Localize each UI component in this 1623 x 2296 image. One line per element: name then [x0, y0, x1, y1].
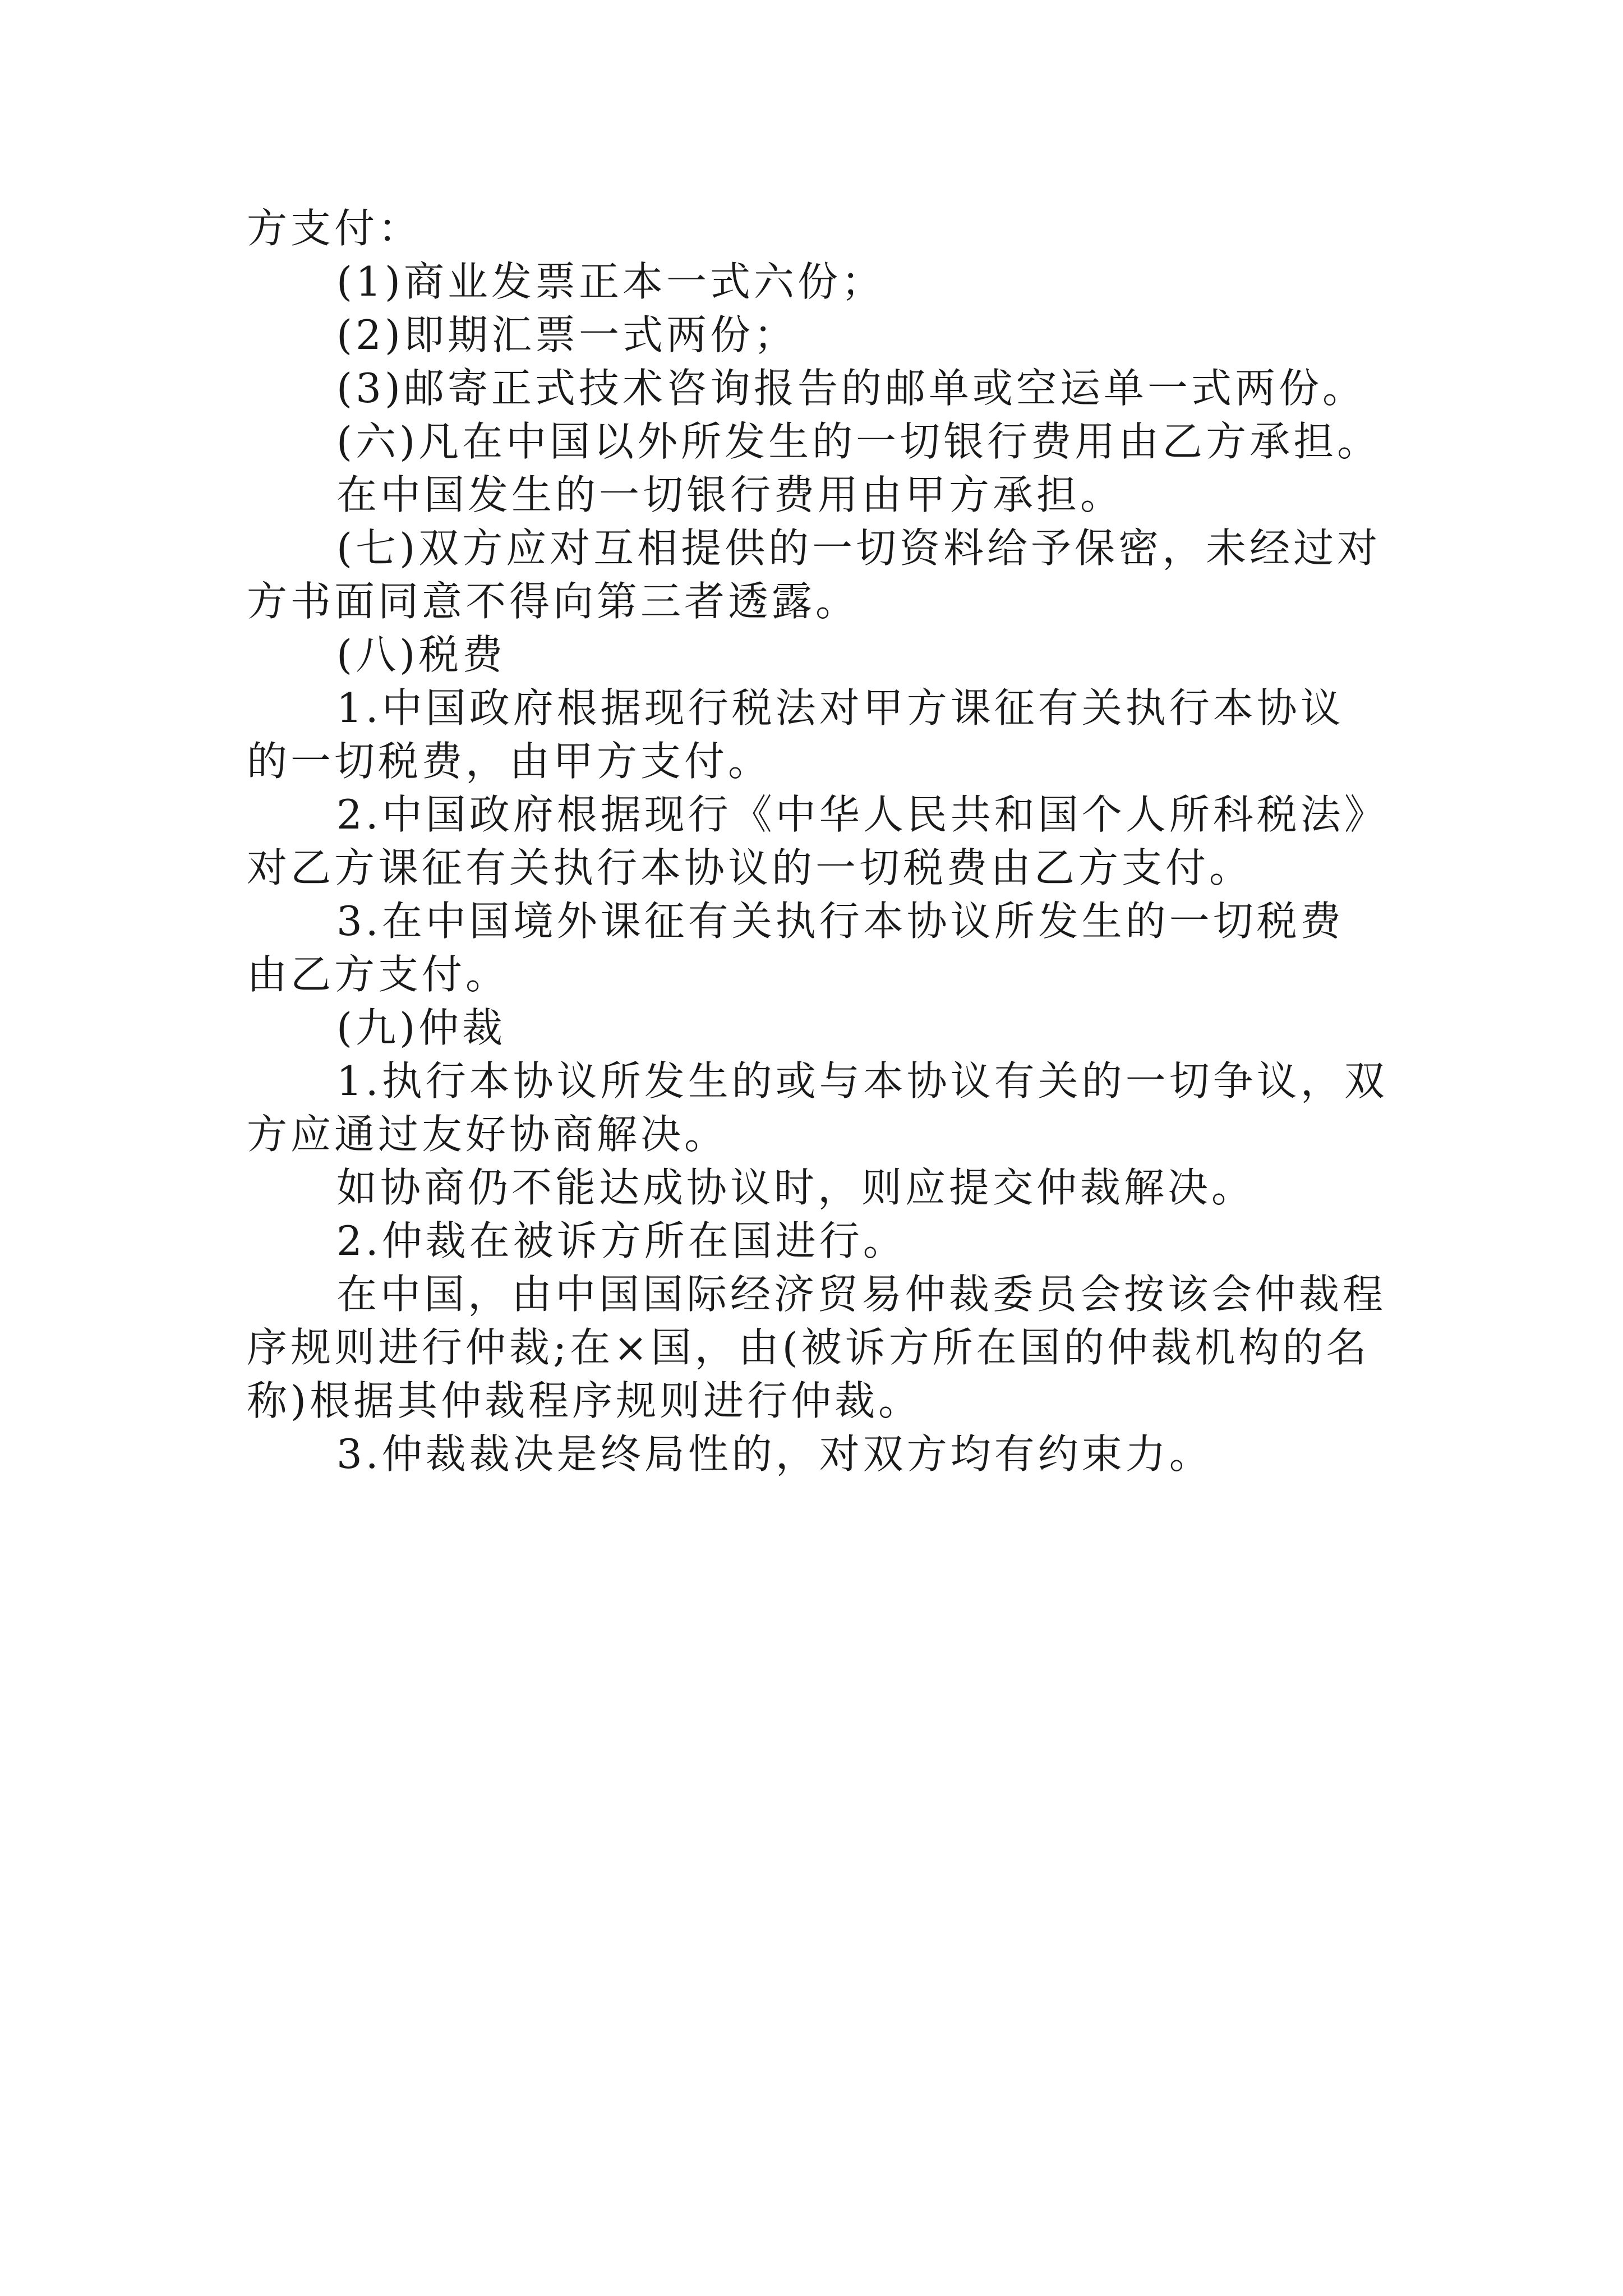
- text-line: 的一切税费，由甲方支付。: [247, 738, 772, 785]
- section-heading: (九)仲裁: [336, 1004, 506, 1051]
- text-line: 方支付：: [247, 205, 422, 252]
- text-line: 由乙方支付。: [247, 951, 510, 998]
- text-line: (3)邮寄正式技术咨询报告的邮单或空运单一式两份。: [336, 365, 1366, 412]
- text-line: 3.在中国境外课征有关执行本协议所发生的一切税费: [336, 898, 1344, 945]
- text-line: 称)根据其仲裁程序规则进行仲裁。: [247, 1377, 923, 1424]
- text-line: 方应通过友好协商解决。: [247, 1111, 728, 1158]
- text-line: 1.中国政府根据现行税法对甲方课征有关执行本协议: [336, 684, 1344, 731]
- document-body: [247, 202, 1391, 1481]
- text-line: 3.仲裁裁决是终局性的，对双方均有约束力。: [336, 1430, 1213, 1478]
- text-line: (1)商业发票正本一式六份；: [336, 258, 885, 305]
- text-line: (2)即期汇票一式两份；: [336, 311, 797, 358]
- text-line: 1.执行本协议所发生的或与本协议有关的一切争议，双: [336, 1057, 1388, 1105]
- text-line: 2.中国政府根据现行《中华人民共和国个人所科税法》: [336, 791, 1388, 838]
- section-heading: (八)税费: [336, 631, 506, 678]
- text-line: 2.仲裁在被诉方所在国进行。: [336, 1217, 907, 1264]
- text-line: 方书面同意不得向第三者透露。: [247, 578, 860, 625]
- text-line: 在中国，由中国国际经济贸易仲裁委员会按该会仲裁程: [336, 1271, 1387, 1318]
- text-line: 对乙方课征有关执行本协议的一切税费由乙方支付。: [247, 844, 1253, 891]
- text-line: (七)双方应对互相提供的一切资料给予保密，未经过对: [336, 524, 1381, 572]
- text-line: 如协商仍不能达成协议时，则应提交仲裁解决。: [336, 1164, 1256, 1211]
- text-line: (六)凡在中国以外所发生的一切银行费用由乙方承担。: [336, 418, 1381, 465]
- text-line: 序规则进行仲裁;在×国，由(被诉方所在国的仲裁机构的名: [247, 1324, 1370, 1371]
- text-line: 在中国发生的一切银行费用由甲方承担。: [336, 471, 1124, 518]
